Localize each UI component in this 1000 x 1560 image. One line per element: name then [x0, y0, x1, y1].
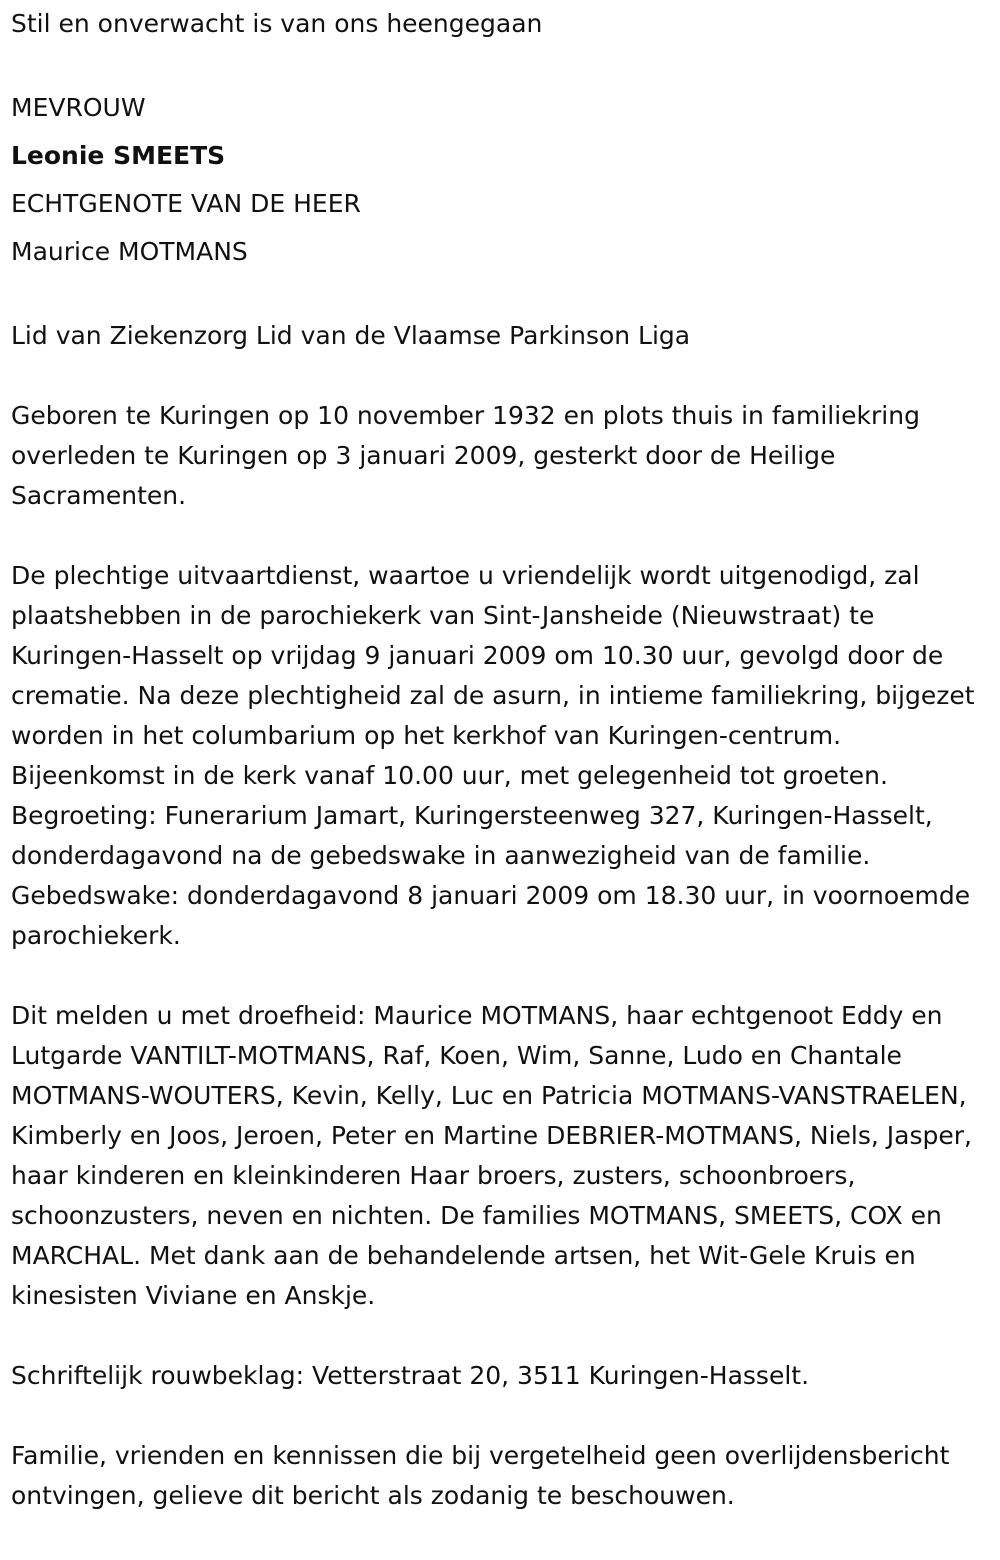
intro-text: Stil en onverwacht is van ons heengegaan	[11, 9, 543, 38]
memberships-text: Lid van Ziekenzorg Lid van de Vlaamse Parkinson Liga	[11, 321, 691, 350]
spacer	[11, 44, 976, 84]
spacer	[11, 356, 976, 396]
funeral-paragraph: De plechtige uitvaartdienst, waartoe u vriendelijk wordt uitgenodigd, zal plaatshebben in de parochiekerk van Sint-Jansheide (Nieuwstraat) te Kuringen-Hasselt op vrijdag 9 januari 2009 om 10.30 uur, gevolgd door de crematie. Na deze plechtigheid zal de asurn, in intieme familiekring, bijgezet worden in het columbarium op het kerkhof van Kuringen-centrum. Bijeenkomst in de kerk vanaf 10.00 uur, met gelegenheid tot groeten. Begroeting: Funerarium Jamart, Kuringersteenweg 327, Kuringen-Hasselt, donderdagavond na de gebedswake in aanwezigheid van de familie. Gebedswake: donderdagavond 8 januari 2009 om 18.30 uur, in voornoemde parochiekerk.	[11, 561, 975, 950]
salutation: MEVROUW	[11, 93, 146, 122]
relation-text: ECHTGENOTE VAN DE HEER	[11, 189, 361, 218]
spouse-name: Maurice MOTMANS	[11, 237, 248, 266]
spacer	[11, 1396, 976, 1436]
condolence-address: Schriftelijk rouwbeklag: Vetterstraat 20, 3511 Kuringen-Hasselt.	[11, 1361, 810, 1390]
spacer	[11, 956, 976, 996]
family-paragraph: Dit melden u met droefheid: Maurice MOTMANS, haar echtgenoot Eddy en Lutgarde VANTILT-MOTMANS, Raf, Koen, Wim, Sanne, Ludo en Chantale MOTMANS-WOUTERS, Kevin, Kelly, Luc en Patricia MOTMANS-VANSTRAELEN, Kimberly en Joos, Jeroen, Peter en Martine DEBRIER-MOTMANS, Niels, Jasper, haar kinderen en kleinkinderen Haar broers, zusters, schoonbroers, schoonzusters, neven en nichten. De families MOTMANS, SMEETS, COX en MARCHAL. Met dank aan de behandelende artsen, het Wit-Gele Kruis en kinesisten Viviane en Anskje.	[11, 1001, 972, 1310]
spacer	[11, 516, 976, 556]
deceased-name: Leonie SMEETS	[11, 141, 226, 170]
spacer	[11, 276, 976, 316]
closing-paragraph: Familie, vrienden en kennissen die bij vergetelheid geen overlijdensbericht ontvingen, gelieve dit bericht als zodanig te beschouwen.	[11, 1441, 950, 1510]
birth-death-paragraph: Geboren te Kuringen op 10 november 1932 en plots thuis in familiekring overleden te Kuringen op 3 januari 2009, gesterkt door de Heilige Sacramenten.	[11, 401, 920, 510]
spacer	[11, 1316, 976, 1356]
